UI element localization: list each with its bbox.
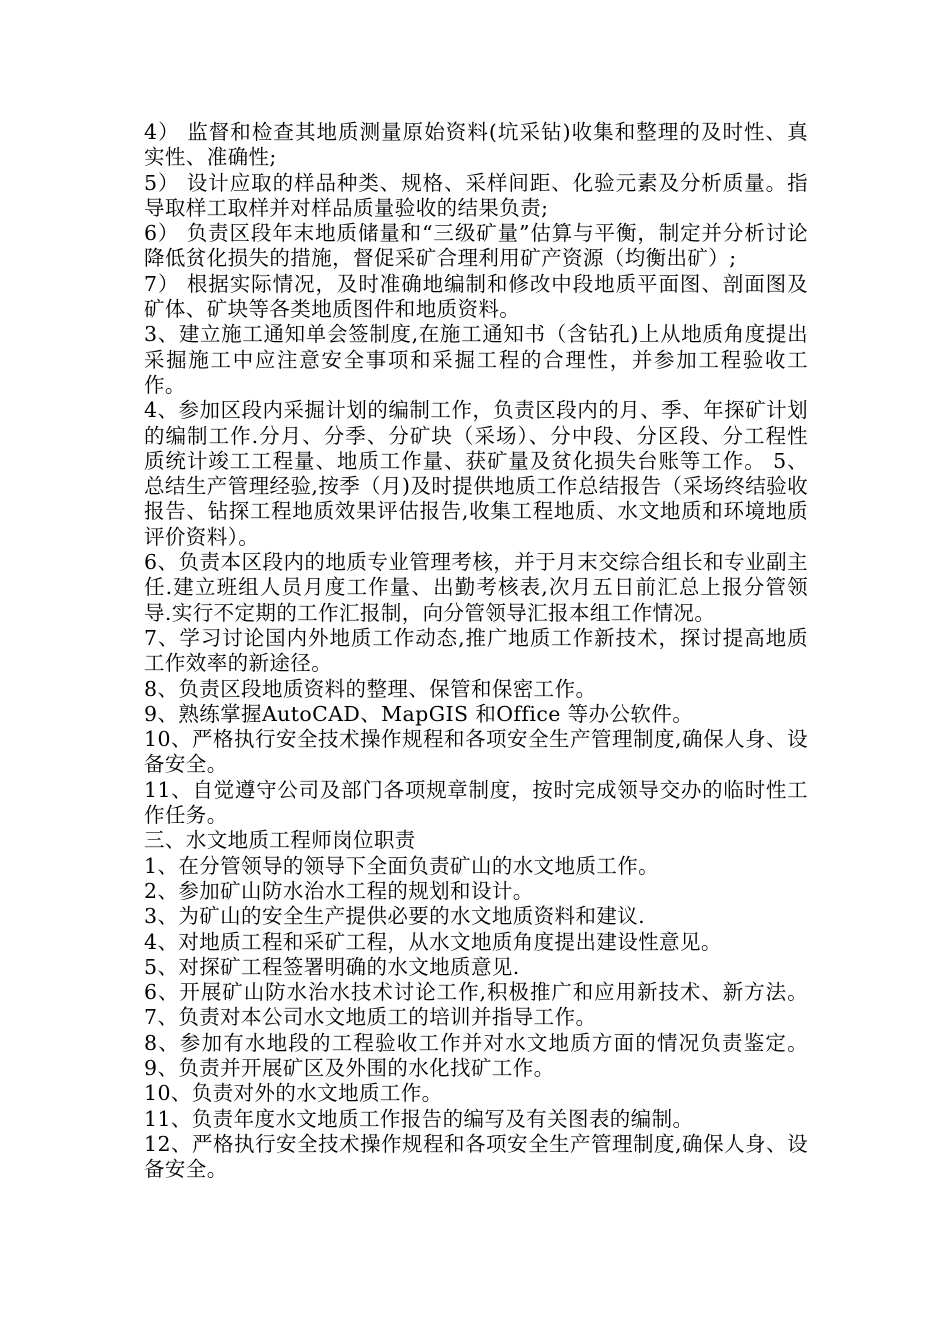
paragraph-duty-6: 6、负责本区段内的地质专业管理考核，并于月末交综合组长和专业副主任.建立班组人员月度工作量、出勤考核表,次月五日前汇总上报分管领导.实行不定期的工作汇报制，向分管领导汇报本组工作情况。: [144, 550, 808, 625]
paragraph-hydro-duty-5: 5、对探矿工程签署明确的水文地质意见.: [144, 954, 520, 979]
paragraph-duty-10: 10、严格执行安全技术操作规程和各项安全生产管理制度,确保人身、设备安全。: [144, 727, 808, 777]
paragraph-item-6-reserves: 6） 负责区段年末地质储量和“三级矿量”估算与平衡，制定并分析讨论降低贫化损失的措施，督促采矿合理利用矿产资源（均衡出矿）;: [144, 221, 808, 271]
paragraph-duty-7: 7、学习讨论国内外地质工作动态,推广地质工作新技术，探讨提高地质工作效率的新途径。: [144, 625, 808, 676]
paragraph-item-5-sampling: 5） 设计应取的样品种类、规格、采样间距、化验元素及分析质量。指导取样工取样并对样品质量验收的结果负责;: [144, 170, 808, 220]
paragraph-hydro-duty-10: 10、负责对外的水文地质工作。: [144, 1081, 443, 1106]
paragraph-hydro-duty-6-7: 6、开展矿山防水治水技术讨论工作,积极推广和应用新技术、新方法。 7、负责对本公司水文地质工的培训并指导工作。: [144, 980, 808, 1030]
paragraph-hydro-duty-3: 3、为矿山的安全生产提供必要的水文地质资料和建议.: [144, 904, 646, 929]
section-heading-hydrogeology: 三、水文地质工程师岗位职责: [144, 828, 416, 853]
paragraph-hydro-duty-2: 2、参加矿山防水治水工程的规划和设计。: [144, 878, 534, 903]
paragraph-duty-11: 11、自觉遵守公司及部门各项规章制度，按时完成领导交办的临时性工作任务。: [144, 777, 808, 828]
paragraph-duty-9: 9、熟练掌握AutoCAD、MapGIS 和Office 等办公软件。: [144, 701, 694, 726]
paragraph-duty-4-5: 4、参加区段内采掘计划的编制工作，负责区段内的月、季、年探矿计划的编制工作.分月、分季、分矿块（采场）、分中段、分区段、分工程性质统计竣工工程量、地质工作量、获矿量及贫化损失台账等工作。 5、总结生产管理经验,按季（月)及时提供地质工作总结报告（采场终结验收报告、钻探工程地质效果评估报告,收集工程地质、水文地质和环境地质评价资料）。: [144, 398, 808, 549]
document-body: [144, 120, 808, 1182]
paragraph-hydro-duty-8-9: 8、参加有水地段的工程验收工作并对水文地质方面的情况负责鉴定。 9、负责并开展矿区及外围的水化找矿工作。: [144, 1030, 808, 1080]
paragraph-item-4-supervise: 4） 监督和检查其地质测量原始资料(坑采钻)收集和整理的及时性、真实性、准确性;: [144, 120, 808, 170]
paragraph-hydro-duty-1: 1、在分管领导的领导下全面负责矿山的水文地质工作。: [144, 853, 660, 878]
paragraph-duty-8: 8、负责区段地质资料的整理、保管和保密工作。: [144, 676, 597, 701]
paragraph-item-7-drawings: 7） 根据实际情况，及时准确地编制和修改中段地质平面图、剖面图及矿体、矿块等各类地质图件和地质资料。: [144, 271, 808, 322]
paragraph-hydro-duty-12: 12、严格执行安全技术操作规程和各项安全生产管理制度,确保人身、设备安全。: [144, 1131, 808, 1182]
paragraph-hydro-duty-4: 4、对地质工程和采矿工程，从水文地质角度提出建设性意见。: [144, 929, 722, 954]
paragraph-hydro-duty-11: 11、负责年度水文地质工作报告的编写及有关图表的编制。: [144, 1106, 694, 1131]
paragraph-duty-3: 3、建立施工通知单会签制度,在施工通知书（含钻孔)上从地质角度提出采掘施工中应注意安全事项和采掘工程的合理性，并参加工程验收工作。: [144, 322, 808, 397]
